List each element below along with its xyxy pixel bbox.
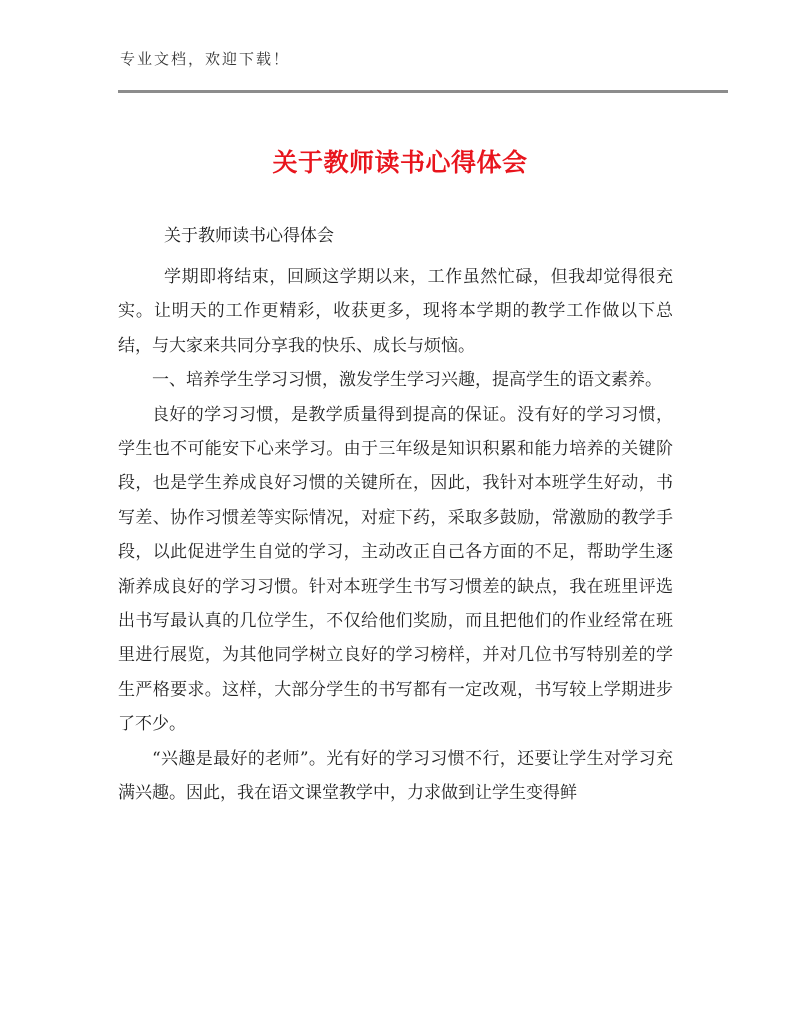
header-text: 专业文档，欢迎下载！ xyxy=(120,50,291,68)
paragraph-3: 良好的学习习惯，是教学质量得到提高的保证。没有好的学习习惯，学生也不可能安下心来学习。由于三年级是知识积累和能力培养的关键阶段，也是学生养成良好习惯的关键所在，因此，我针对本班学生好动，书写差、协作习惯差等实际情况，对症下药，采取多鼓励，常激励的教学手段，以此促进学生自觉的学习，主动改正自己各方面的不足，帮助学生逐渐养成良好的学习习惯。针对本班学生书写习惯差的缺点，我在班里评选出书写最认真的几位学生，不仅给他们奖励，而且把他们的作业经常在班里进行展览，为其他同学树立良好的学习榜样，并对几位书写特别差的学生严格要求。这样，大部分学生的书写都有一定改观，书写较上学期进步了不少。 xyxy=(118,404,673,735)
document-title: 关于教师读书心得体会 xyxy=(272,148,528,177)
header-divider xyxy=(118,90,728,93)
paragraph-2: 一、培养学生学习习惯，激发学生学习兴趣，提高学生的语文素养。 xyxy=(152,370,662,391)
document-subtitle: 关于教师读书心得体会 xyxy=(164,226,334,246)
paragraph-4: “兴趣是最好的老师”。光有好的学习习惯不行，还要让学生对学习充满兴趣。因此，我在语文课堂教学中，力求做到让学生变得鲜 xyxy=(118,748,673,804)
paragraph-1: 学期即将结束，回顾这学期以来，工作虽然忙碌，但我却觉得很充实。让明天的工作更精彩，收获更多，现将本学期的教学工作做以下总结，与大家来共同分享我的快乐、成长与烦恼。 xyxy=(118,267,673,356)
document-body xyxy=(118,260,673,811)
